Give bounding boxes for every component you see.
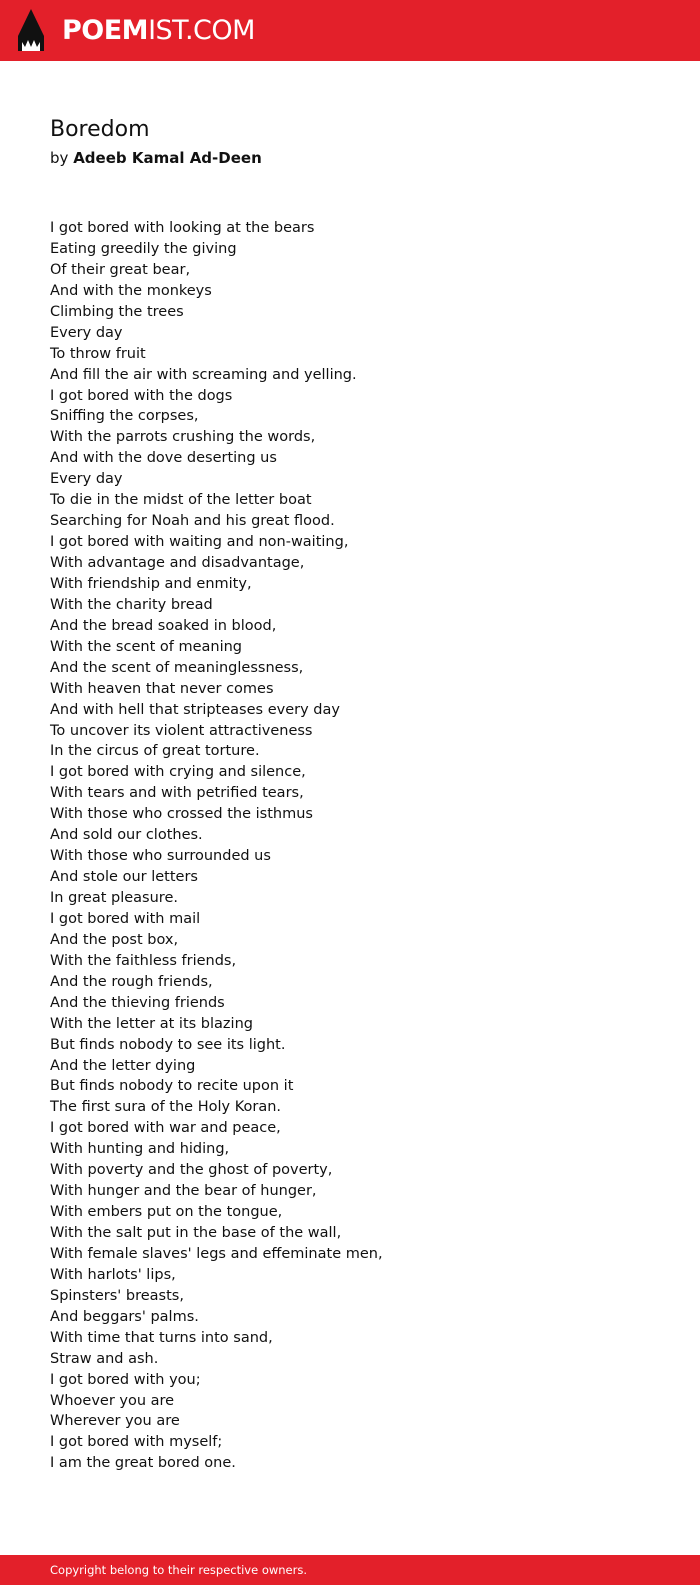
poem-line: To throw fruit [50,345,146,362]
poem-line: Spinsters' breasts, [50,1287,184,1304]
poem-line: And the letter dying [50,1057,196,1074]
poem-line: And the thieving friends [50,994,225,1011]
poem-line: The first sura of the Holy Koran. [50,1099,282,1116]
author-name: Adeeb Kamal Ad-Deen [73,149,262,167]
poem-line: With friendship and enmity, [50,575,252,592]
poem-line: In great pleasure. [50,890,178,906]
poem-line: With the charity bread [50,596,213,613]
poem-line: With those who crossed the isthmus [50,806,313,823]
poem-line: With embers put on the tongue, [50,1204,283,1221]
poem-line: Climbing the trees [50,303,184,320]
poem-line: With harlots' lips, [50,1266,176,1283]
poem-line: In the circus of great torture. [50,743,260,760]
poem-line: And the post box, [50,931,179,948]
copyright-notice: Copyright belong to their respective owners. [50,1563,308,1577]
poem-line: With hunger and the bear of hunger, [50,1183,317,1200]
poem-line: And the bread soaked in blood, [50,617,277,634]
poem-line: But finds nobody to see its light. [50,1036,286,1053]
byline-prefix: by [50,149,69,167]
poem-line: I got bored with the dogs [50,387,233,404]
poem-line: With the parrots crushing the words, [50,429,316,446]
poem-line: Sniffing the corpses, [50,408,199,425]
logo-wordmark [62,14,255,46]
poem-line: With those who surrounded us [50,848,271,865]
pencil-icon [18,9,44,51]
poem-line: With time that turns into sand, [50,1329,273,1346]
poem-line: I got bored with myself; [50,1434,223,1451]
poem-line: To uncover its violent attractiveness [50,722,313,739]
site-logo[interactable] [18,9,255,51]
poem-line: I got bored with waiting and non-waiting, [50,534,349,551]
poem-line: I am the great bored one. [50,1455,236,1472]
poem-line: Wherever you are [50,1413,180,1430]
poem-line: Eating greedily the giving [50,240,237,257]
poem-line: Every day [50,324,123,341]
poem-line: And sold our clothes. [50,827,203,844]
poem-line: I got bored with you; [50,1371,201,1388]
site-footer [0,1555,700,1585]
logo-wordmark-light: IST.COM [148,14,255,46]
poem-line: With the letter at its blazing [50,1015,253,1032]
poem-line: And fill the air with screaming and yelling. [50,366,357,383]
poem-byline [50,148,262,168]
poem-line: And with the monkeys [50,282,212,299]
poem-line: Of their great bear, [50,261,191,278]
logo-wordmark-bold: POEM [62,14,149,46]
poem-line: I got bored with mail [50,910,201,927]
poem-line: And beggars' palms. [50,1308,199,1325]
poem-line: I got bored with looking at the bears [50,220,315,236]
poem-title: Boredom [50,117,150,142]
poem-line: I got bored with crying and silence, [50,764,306,781]
poem-line: And with the dove deserting us [50,450,277,467]
poem-line: With poverty and the ghost of poverty, [50,1162,333,1179]
poem-line: To die in the midst of the letter boat [50,492,312,509]
poem-line: And the rough friends, [50,973,213,990]
poem-line: And with hell that stripteases every day [50,701,340,718]
poem-line: With heaven that never comes [50,680,274,697]
poem-line: Straw and ash. [50,1350,159,1367]
poem-line: Searching for Noah and his great flood. [50,513,335,530]
poem-line: With the salt put in the base of the wall, [50,1225,342,1241]
poem-line: Whoever you are [50,1392,175,1409]
poem-line: But finds nobody to recite upon it [50,1078,294,1095]
poem-line: With female slaves' legs and effeminate men, [50,1245,383,1262]
poem-line: Every day [50,471,123,488]
poem-line: With tears and with petrified tears, [50,785,304,802]
poem-line: With hunting and hiding, [50,1141,230,1158]
poem-line: With the scent of meaning [50,638,242,655]
poem-line: I got bored with war and peace, [50,1120,281,1137]
poem-line: With the faithless friends, [50,952,237,969]
poem-line: With advantage and disadvantage, [50,555,305,571]
poem-line: And the scent of meaninglessness, [50,659,304,676]
poem-body [50,218,650,1474]
site-header [0,0,700,61]
poem-line: And stole our letters [50,869,198,886]
